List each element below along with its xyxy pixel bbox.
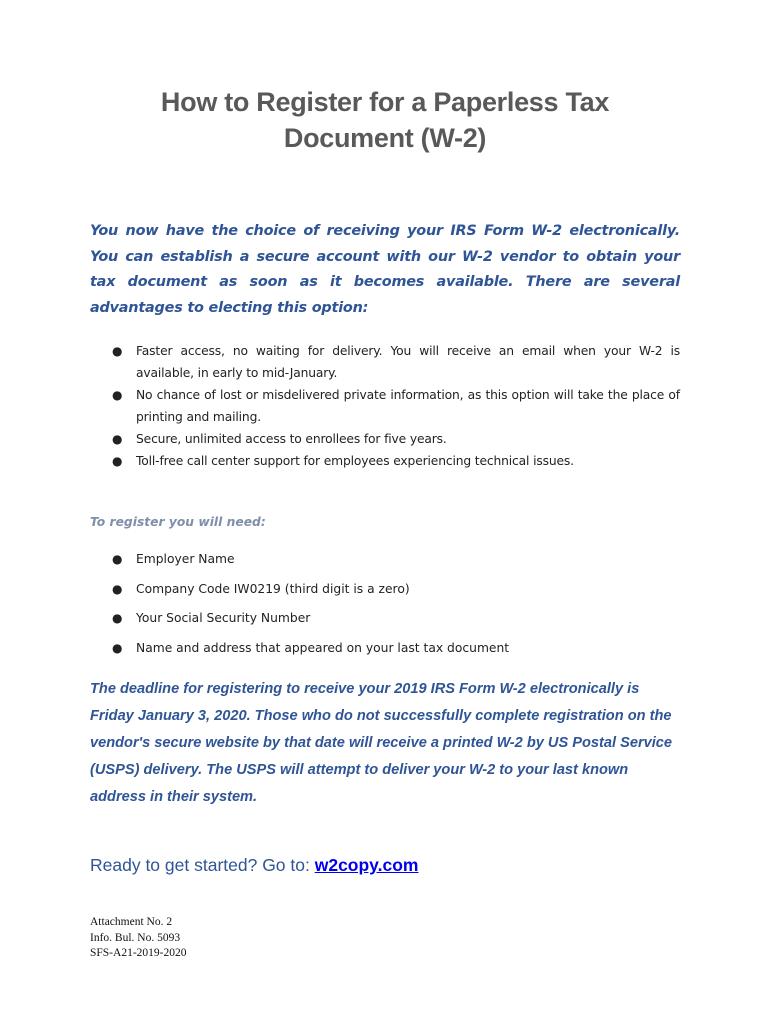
requirement-text: Company Code IW0219 (third digit is a zero) [136, 581, 410, 596]
bullet-icon: ● [112, 388, 123, 402]
bullet-icon: ● [112, 344, 123, 358]
call-to-action [90, 855, 418, 876]
attachment-number: Attachment No. 2 [90, 916, 173, 928]
bullet-icon: ● [112, 552, 123, 566]
deadline-paragraph: The deadline for registering to receive your 2019 IRS Form W-2 electronically is Friday January 3, 2020. Those who do not successfully complete registration on the vendor's secure website by that date will receive a printed W-2 by US Postal Service (USPS) delivery. The USPS will attempt to deliver your W-2 to your last known address in their system. [90, 681, 673, 805]
requirements-heading: To register you will need: [90, 515, 266, 529]
title-line-2: Document (W-2) [283, 123, 487, 153]
bullet-icon: ● [112, 432, 123, 446]
title-line-1: How to Register for a Paperless Tax [160, 87, 610, 117]
list-item [90, 384, 680, 428]
bullet-icon: ● [112, 454, 123, 468]
w2copy-link[interactable]: w2copy.com [314, 855, 419, 875]
requirements-list [90, 549, 680, 667]
list-item [90, 428, 680, 450]
bullet-icon: ● [112, 581, 123, 596]
intro-paragraph: You now have the choice of receiving your IRS Form W-2 electronically. You can establish a secure account with our W-2 vendor to obtain your tax document as soon as it becomes available. There are several advantages to electing this option: [90, 223, 680, 316]
requirement-text: Name and address that appeared on your last tax document [136, 640, 510, 655]
cta-prompt: Ready to get started? Go to: [90, 855, 315, 875]
list-item [90, 638, 680, 668]
advantage-text: Toll-free call center support for employees experiencing technical issues. [136, 454, 574, 468]
requirement-text: Employer Name [136, 552, 235, 566]
sfs-code: SFS-A21-2019-2020 [90, 947, 187, 959]
page-title [90, 84, 680, 156]
advantages-list [90, 340, 680, 472]
list-item [90, 340, 680, 384]
list-item [90, 549, 680, 579]
advantage-text: No chance of lost or misdelivered private information, as this option will take the place of printing and mailing. [136, 388, 680, 424]
list-item [90, 608, 680, 638]
bullet-icon: ● [112, 640, 123, 655]
requirement-text: Your Social Security Number [136, 611, 311, 625]
bulletin-number: Info. Bul. No. 5093 [90, 931, 181, 944]
list-item [90, 450, 680, 472]
list-item [90, 579, 680, 609]
advantage-text: Faster access, no waiting for delivery. You will receive an email when your W-2 is available, in early to mid-January. [136, 344, 680, 380]
bullet-icon: ● [112, 611, 123, 625]
attachment-info [90, 915, 186, 962]
advantage-text: Secure, unlimited access to enrollees for five years. [136, 432, 447, 446]
